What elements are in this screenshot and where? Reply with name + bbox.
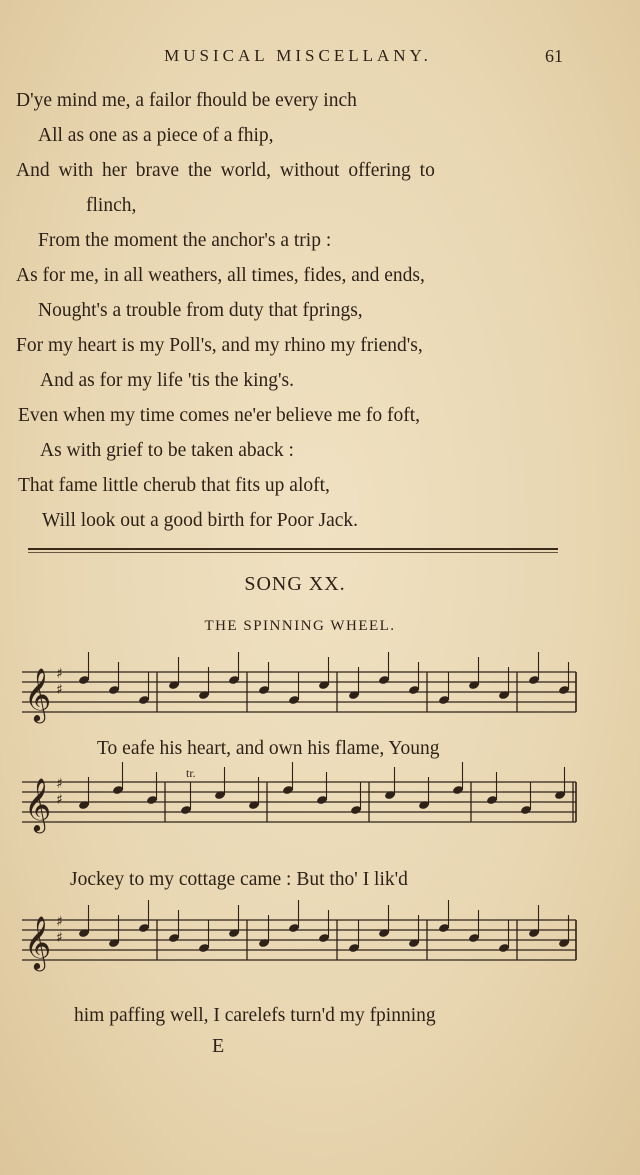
poem-line: Nought's a trouble from duty that fprings, — [38, 300, 363, 321]
poem-line: And with her brave the world, without offering to — [16, 160, 435, 181]
poem-line: That fame little cherub that fits up aloft, — [18, 475, 330, 496]
poem-line: For my heart is my Poll's, and my rhino my friend's, — [16, 335, 423, 356]
poem-line: As with grief to be taken aback : — [40, 440, 294, 461]
treble-clef: 𝄞 — [24, 667, 52, 721]
poem-line: Even when my time comes ne'er believe me fo foft, — [18, 405, 421, 426]
treble-clef: 𝄞 — [24, 915, 52, 969]
sharp-sign: ♯ — [56, 666, 63, 682]
sharp-sign: ♯ — [56, 776, 63, 792]
lyric-line: To eafe his heart, and own his flame, Young — [97, 738, 440, 759]
signature-mark: E — [212, 1035, 225, 1057]
sharp-sign: ♯ — [56, 682, 63, 698]
poem-line: D'ye mind me, a failor fhould be every inch — [16, 90, 357, 111]
sharp-sign: ♯ — [56, 930, 63, 946]
poem-line: As for me, in all weathers, all times, fides, and ends, — [16, 265, 425, 286]
lyric-line: Jockey to my cottage came : But tho' I lik'd — [70, 869, 408, 890]
poem-line: flinch, — [86, 195, 137, 216]
trill-mark: tr. — [186, 766, 196, 780]
song-subtitle: THE SPINNING WHEEL. — [204, 618, 396, 634]
page-number: 61 — [545, 46, 563, 66]
music-staves — [22, 652, 576, 971]
running-head: MUSICAL MISCELLANY. — [164, 46, 432, 65]
poem-line: Will look out a good birth for Poor Jack. — [42, 510, 359, 531]
poem-line: All as one as a piece of a fhip, — [38, 125, 274, 146]
poem-line: And as for my life 'tis the king's. — [40, 370, 294, 391]
lyric-line: him paffing well, I carelefs turn'd my fpinning — [74, 1005, 436, 1026]
sharp-sign: ♯ — [56, 914, 63, 930]
treble-clef: 𝄞 — [24, 777, 52, 831]
sharp-sign: ♯ — [56, 792, 63, 808]
song-title: SONG XX. — [244, 573, 346, 595]
poem-line: From the moment the anchor's a trip : — [38, 230, 332, 251]
